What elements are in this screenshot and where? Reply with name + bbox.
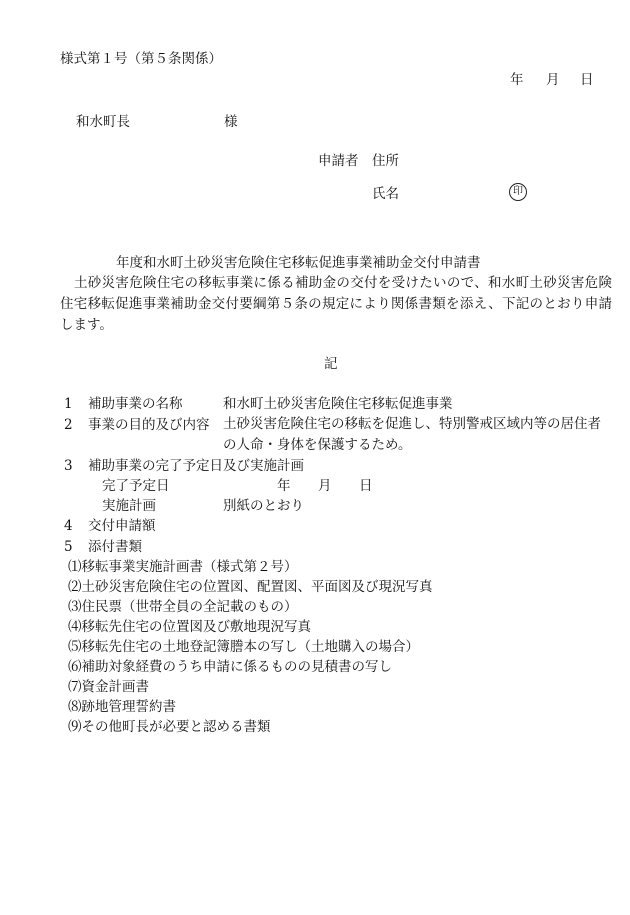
document-title: 年度和水町土砂災害危険住宅移転促進事業補助金交付申請書 (116, 255, 481, 271)
completion-date-label: 完了予定日 (102, 478, 170, 494)
completion-day: 日 (359, 478, 373, 494)
item-label: 事業の目的及び内容 (88, 417, 210, 433)
item-value: 和水町土砂災害危険住宅移転促進事業 (223, 396, 453, 412)
attachment-item: ⑺資金計画書 (68, 679, 149, 695)
seal-mark: 印 (509, 183, 527, 201)
item-number: 5 (64, 539, 73, 555)
attachment-item: ⑸移転先住宅の土地登記簿謄本の写し（土地購入の場合） (68, 639, 419, 655)
ki-heading: 記 (324, 356, 338, 372)
item-label: 補助事業の完了予定日及び実施計画 (88, 458, 304, 474)
date-year: 年 (510, 72, 524, 88)
name-label: 氏名 (372, 186, 399, 202)
address-label: 住所 (372, 153, 399, 169)
body-paragraph: 土砂災害危険住宅の移転事業に係る補助金の交付を受けたいので、和水町土砂災害危険住宅移転促進事業補助金交付要綱第５条の規定により関係書類を添え、下記のとおり申請します。 (60, 275, 612, 333)
attachment-item: ⑴移転事業実施計画書（様式第２号） (68, 559, 298, 575)
completion-year: 年 (277, 478, 291, 494)
addressee-name: 和水町長 (76, 114, 130, 130)
attachment-item: ⑷移転先住宅の位置図及び敷地現況写真 (68, 619, 311, 635)
item-number: 1 (64, 396, 73, 412)
applicant-role: 申請者 (318, 153, 359, 169)
form-number: 様式第１号（第５条関係） (60, 51, 222, 67)
attachment-item: ⑼その他町長が必要と認める書類 (68, 719, 271, 735)
item-number: 3 (64, 458, 73, 474)
date-day: 日 (580, 72, 594, 88)
item-number: 4 (64, 518, 73, 534)
item-number: 2 (64, 417, 73, 433)
plan-value: 別紙のとおり (223, 498, 304, 514)
item-label: 補助事業の名称 (88, 396, 183, 412)
attachment-item: ⑹補助対象経費のうち申請に係るものの見積書の写し (68, 659, 392, 675)
item-label: 添付書類 (88, 539, 142, 555)
attachment-item: ⑵土砂災害危険住宅の位置図、配置図、平面図及び現況写真 (68, 579, 433, 595)
date-month: 月 (546, 72, 560, 88)
item-label: 交付申請額 (88, 518, 156, 534)
item-value: 土砂災害危険住宅の移転を促進し、特別警戒区域内等の居住者の人命・身体を保護するため。 (223, 416, 601, 453)
addressee-honorific: 様 (224, 114, 238, 130)
attachment-item: ⑻跡地管理誓約書 (68, 699, 176, 715)
completion-month: 月 (318, 478, 332, 494)
plan-label: 実施計画 (102, 498, 156, 514)
attachment-item: ⑶住民票（世帯全員の全記載のもの） (68, 599, 298, 615)
